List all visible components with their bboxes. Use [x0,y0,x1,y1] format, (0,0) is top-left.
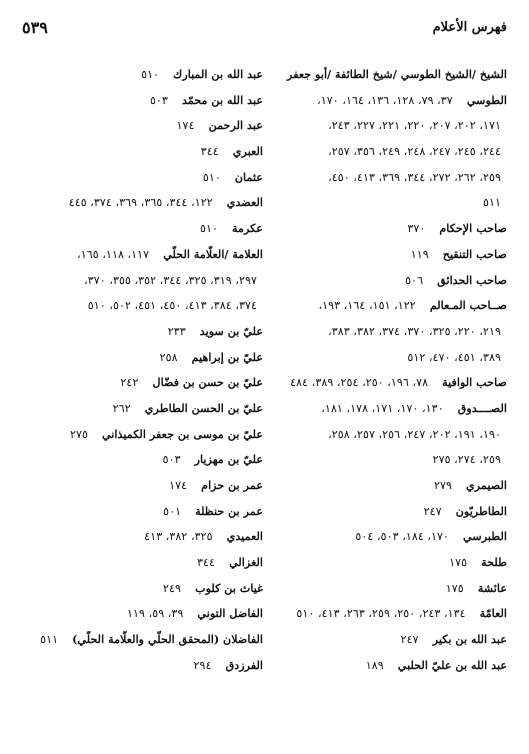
entry-name: عبد الله بن عليّ الحلبي [397,657,507,672]
entry-name: عليّ بن موسى بن جعفر الكميذاني [101,426,263,441]
entry-pages: ٣٧، ٧٩، ١٢٨، ١٣٦، ١٦٤، ١٧٠، [317,93,453,107]
entry-pages: ٣٧٤، ٣٨٤، ٤١٣، ٤٥٠، ٤٥١، ٥٠٢، ٥١٠ [87,299,257,313]
index-entry [261,345,507,371]
index-entry [18,370,263,396]
left-index-column [18,62,263,679]
entry-pages: ٥١٠ [202,170,221,184]
index-entry [18,422,263,448]
entry-pages: ٣٢٥، ٣٨٢، ٤١٣ [144,530,213,544]
index-entry [261,268,507,294]
entry-name: الفاضلان (المحقق الحلّي والعلّامة الحلّي) [72,632,263,647]
entry-pages: ١٧٤ [169,479,188,492]
index-entry [18,576,263,602]
entry-pages: ٢٧٥ [69,427,88,441]
index-entry [18,627,263,653]
entry-name: الطاطريّون [455,503,507,518]
entry-pages: ٢٥٩، ٢٧٤، ٢٧٥ [432,453,501,467]
entry-name: عليّ بن حسن بن فضّال [152,375,263,390]
index-entry [18,242,263,268]
index-entry [261,499,507,525]
entry-pages: ١٧٤ [176,119,195,133]
entry-name: عليّ بن مهزيار [194,452,263,467]
entry-name: العلامة /العلّامة الحلّي [163,246,263,261]
entry-name: عمر بن حنظلة [195,503,263,518]
index-entry [261,627,507,653]
entry-name: غياث بن كلوب [195,580,263,595]
index-entry [261,524,507,550]
entry-name: الطوسي [466,92,507,107]
entry-pages: ٥١١ [40,633,59,647]
index-entry [261,653,507,679]
entry-name: عبد الله بن المبارك [173,67,263,81]
entry-pages: ١٧٠، ١٨٤، ٥٠٣، ٥٠٤ [355,530,450,544]
entry-pages: ١٧٥ [445,581,464,595]
entry-name: صاحب الحدائق [437,272,507,287]
entry-name: عائشة [477,580,507,595]
index-entry [261,62,507,88]
entry-name: عليّ بن سويد [199,323,263,338]
entry-name: الفاضل التوني [197,606,263,621]
entry-pages: ٥٠٦ [405,273,424,287]
entry-name: عبد الله بن بكير [432,632,507,647]
index-entry [261,473,507,499]
entry-pages: ٢٤٧ [400,633,419,647]
entry-name: عمر بن حزام [201,478,263,492]
index-entry [261,190,507,216]
entry-pages: ٢٤٢ [120,376,139,390]
index-entry [18,473,263,499]
entry-pages: ٢٤٧ [423,504,442,518]
index-entry [261,216,507,242]
entry-name: الصيمري [466,478,507,492]
index-entry [18,268,263,294]
entry-name: صاحب التنقيح [442,246,507,261]
entry-pages: ٥١٠ [141,68,160,81]
entry-pages: ٥١٠ [199,222,218,236]
index-entry [18,113,263,139]
entry-name: العامّة [479,606,507,621]
index-entry [261,550,507,576]
entry-pages: ٢٥٨ [159,350,178,364]
entry-name: عليّ بن الحسن الطاطري [144,400,263,415]
entry-pages: ٣٧٠ [407,222,426,236]
index-entry [261,139,507,165]
entry-pages: ٣٤٤ [200,145,219,159]
entry-name: العميدي [226,529,263,544]
entry-pages: ١٨٩ [365,658,384,672]
index-entry [18,319,263,345]
entry-pages: ١٧١، ٢٠٢، ٢٠٧، ٢٢٠، ٢٢١، ٢٢٧، ٢٤٣، [328,119,501,133]
entry-pages: ٥١١ [482,196,501,210]
entry-pages: ٥٠١ [163,504,182,518]
entry-name: عبد الرحمن [208,118,263,133]
entry-pages: ٥٠٣ [162,453,181,467]
entry-pages: ١٢٢، ١٥١، ١٦٤، ١٩٣، [318,299,416,313]
entry-pages: ١١٩ [410,247,429,261]
entry-name: الطبرسي [463,529,507,544]
index-entry [261,601,507,627]
entry-pages: ٢٥٩، ٢٦٢، ٢٧٢، ٣٤٤، ٣٦٩، ٤١٣، ٤٥٠، [328,170,501,184]
entry-pages: ١١٧، ١١٨، ١٦٥، [77,247,150,261]
index-entry [18,293,263,319]
index-entry [18,653,263,679]
entry-pages: ٢٣٣ [167,324,186,338]
entry-name: عبد الله بن محمّد [181,92,263,107]
entry-pages: ١٢٢، ٣٤٤، ٣٦٥، ٣٦٩، ٣٧٤، ٤٤٥ [68,196,213,210]
entry-name: عليّ بن إبراهيم [191,349,263,364]
index-entry [261,319,507,345]
index-entry [18,62,263,88]
entry-pages: ٣٩، ٥٩، ١١٩ [126,607,184,621]
index-entry [261,88,507,114]
entry-name: الشيخ /الشيخ الطوسي /شيخ الطائفة /أبو جعفر [287,67,507,81]
index-entry [261,293,507,319]
index-entry [261,576,507,602]
index-entry [18,447,263,473]
entry-name: الفرزدق [225,657,263,672]
index-entry [18,165,263,191]
entry-name: الصــــدوق [457,400,507,415]
index-entry [261,422,507,448]
entry-name: العضدي [226,195,263,210]
entry-pages: ١٧٥ [449,556,468,570]
index-entry [18,190,263,216]
index-entry [261,113,507,139]
entry-pages: ٢٦٢ [112,401,131,415]
index-entry [18,216,263,242]
entry-pages: ٥٠٣ [149,93,168,107]
index-entry [261,396,507,422]
index-entry [261,165,507,191]
entry-name: صاحب الإحكام [439,221,507,236]
index-entry [18,550,263,576]
entry-pages: ٢٤٩ [163,581,182,595]
entry-pages: ٧٨، ١٩٦، ٢٥٠، ٢٥٤، ٣٨٩، ٤٨٤ [290,376,429,390]
page-header [22,14,507,40]
entry-pages: ٢١٩، ٢٢٠، ٣٢٥، ٣٧٠، ٣٧٤، ٣٨٢، ٣٨٣، [328,324,501,338]
index-entry [18,396,263,422]
entry-pages: ٣٨٩، ٤٥١، ٤٧٠، ٥١٢ [407,350,501,364]
index-entry [261,242,507,268]
entry-pages: ٢٧٩ [433,479,452,492]
entry-pages: ١٣٤، ٢٤٣، ٢٥٠، ٢٥٩، ٢٦٣، ٤١٣، ٥١٠ [296,607,466,621]
entry-name: الغزالي [229,555,263,570]
entry-name: العبري [232,144,263,159]
right-index-column [261,62,507,679]
index-entry [18,499,263,525]
entry-name: صــاحب المـعالم [429,298,507,313]
index-entry [18,601,263,627]
entry-pages: ٣٤٤ [197,556,216,570]
index-entry [18,139,263,165]
entry-pages: ٢٤٤، ٢٤٥، ٢٤٧، ٢٤٨، ٢٤٩، ٣٥٦، ٢٥٧، [328,145,501,159]
page-number: ٥٣٩ [22,17,48,37]
entry-pages: ١٣٠، ١٧٠، ١٧١، ١٧٨، ١٨١، [321,401,444,415]
index-entry [18,88,263,114]
entry-pages: ٢٩٤ [193,658,212,672]
entry-name: طلحة [481,555,507,570]
index-entry [261,447,507,473]
entry-name: صاحب الوافية [442,375,507,390]
entry-pages: ٢٩٧، ٣١٩، ٣٢٥، ٣٤٤، ٣٥٢، ٣٥٥، ٣٧٠، [84,273,257,287]
entry-name: عكرمة [231,221,263,236]
entry-pages: ١٩٠، ١٩١، ٢٠٢، ٢٤٧، ٢٥٦، ٢٥٧، ٢٥٨، [328,427,501,441]
index-entry [18,345,263,371]
index-entry [261,370,507,396]
entry-name: عثمان [234,169,263,184]
header-title: فهرس الأعلام [432,19,507,35]
index-entry [18,524,263,550]
